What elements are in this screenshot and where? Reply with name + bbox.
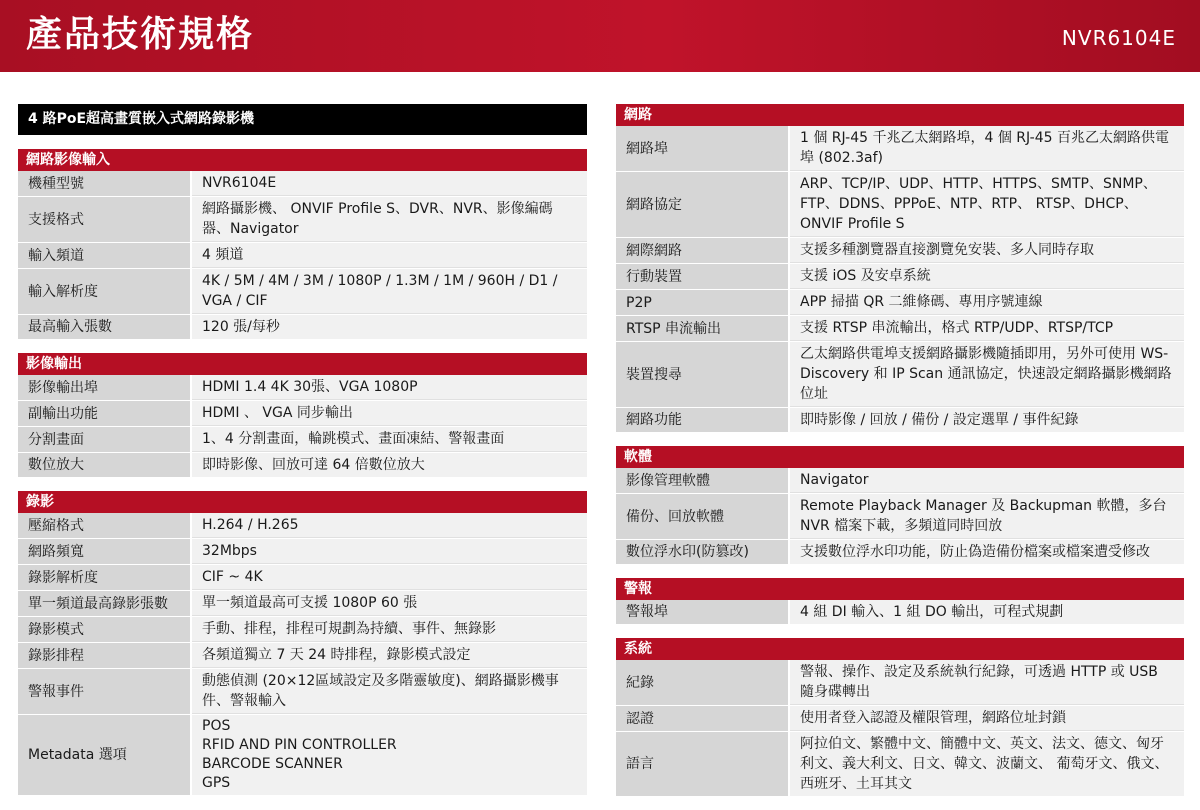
spec-value: 1 個 RJ-45 千兆乙太網路埠，4 個 RJ-45 百兆乙太網路供電埠 (802.3af) <box>790 126 1184 171</box>
spec-value: 即時影像 / 回放 / 備份 / 設定選單 / 事件紀錄 <box>790 408 1184 432</box>
spec-row <box>616 732 1184 797</box>
spec-value: APP 掃描 QR 二維條碼、專用序號連線 <box>790 290 1184 315</box>
spec-row <box>616 408 1184 433</box>
right-spec-sections <box>616 104 1184 797</box>
spec-label: 備份、回放軟體 <box>616 494 790 539</box>
spec-value: H.264 / H.265 <box>192 513 587 538</box>
spec-label: 網路埠 <box>616 126 790 171</box>
spec-row <box>18 513 587 539</box>
spec-label: 裝置搜尋 <box>616 342 790 407</box>
spec-value: 網路攝影機、 ONVIF Profile S、DVR、NVR、影像編碼器、Navigator <box>192 197 587 242</box>
spec-value: 阿拉伯文、繁體中文、簡體中文、英文、法文、德文、匈牙利文、義大利文、日文、韓文、波蘭文、 葡萄牙文、俄文、西班牙、土耳其文 <box>790 732 1184 796</box>
spec-section <box>18 491 587 796</box>
spec-value: Navigator <box>790 468 1184 493</box>
spec-value-line: POS <box>202 718 231 734</box>
spec-value: 使用者登入認證及權限管理，網路位址封鎖 <box>790 706 1184 731</box>
spec-value: Remote Playback Manager 及 Backupman 軟體，多台 NVR 檔案下載，多頻道同時回放 <box>790 494 1184 539</box>
spec-value: 手動、排程，排程可規劃為持續、事件、無錄影 <box>192 617 587 642</box>
spec-value: HDMI 、 VGA 同步輸出 <box>192 401 587 426</box>
spec-label: 分割畫面 <box>18 427 192 452</box>
spec-row <box>18 539 587 565</box>
spec-value: CIF ~ 4K <box>192 565 587 590</box>
section-heading: 網路 <box>616 104 1184 126</box>
left-column <box>18 104 587 809</box>
section-heading: 警報 <box>616 578 1184 600</box>
spec-row <box>18 269 587 315</box>
spec-row <box>18 197 587 243</box>
spec-row <box>616 238 1184 264</box>
spec-value-line: BARCODE SCANNER <box>202 756 343 772</box>
section-heading: 影像輸出 <box>18 353 587 375</box>
spec-value: 120 張/每秒 <box>192 315 587 339</box>
spec-label: 錄影模式 <box>18 617 192 642</box>
spec-label: 數位浮水印(防篡改) <box>616 540 790 564</box>
spec-row <box>616 172 1184 238</box>
spec-label: 輸入解析度 <box>18 269 192 314</box>
spec-label: 影像管理軟體 <box>616 468 790 493</box>
spec-row <box>18 643 587 669</box>
spec-row <box>616 290 1184 316</box>
right-column <box>616 104 1184 810</box>
spec-label: 輸入頻道 <box>18 243 192 268</box>
spec-section <box>18 149 587 340</box>
spec-value: 單一頻道最高可支援 1080P 60 張 <box>192 591 587 616</box>
spec-row <box>616 126 1184 172</box>
spec-label: Metadata 選項 <box>18 715 192 795</box>
spec-row <box>616 494 1184 540</box>
header-banner <box>0 0 1200 72</box>
section-heading: 軟體 <box>616 446 1184 468</box>
spec-label: RTSP 串流輸出 <box>616 316 790 341</box>
spec-row <box>18 315 587 340</box>
spec-value: NVR6104E <box>192 171 587 196</box>
spec-label: 認證 <box>616 706 790 731</box>
section-heading: 網路影像輸入 <box>18 149 587 171</box>
section-heading: 錄影 <box>18 491 587 513</box>
spec-label: 副輸出功能 <box>18 401 192 426</box>
section-heading: 系統 <box>616 638 1184 660</box>
spec-row <box>616 316 1184 342</box>
spec-label: 警報事件 <box>18 669 192 714</box>
spec-label: 網路頻寬 <box>18 539 192 564</box>
spec-label: 語言 <box>616 732 790 796</box>
spec-section <box>616 104 1184 433</box>
spec-value: 32Mbps <box>192 539 587 564</box>
spec-value: 各頻道獨立 7 天 24 時排程，錄影模式設定 <box>192 643 587 668</box>
spec-row <box>18 669 587 715</box>
spec-row <box>18 401 587 427</box>
spec-label: 紀錄 <box>616 660 790 705</box>
spec-row <box>18 591 587 617</box>
spec-row <box>616 264 1184 290</box>
spec-value: 4 頻道 <box>192 243 587 268</box>
spec-value: 1、4 分割畫面，輪跳模式、畫面凍結、警報畫面 <box>192 427 587 452</box>
spec-label: 錄影排程 <box>18 643 192 668</box>
spec-label: 網路功能 <box>616 408 790 432</box>
spec-label: 壓縮格式 <box>18 513 192 538</box>
spec-value: 動態偵測 (20×12區域設定及多階靈敏度)、網路攝影機事件、警報輸入 <box>192 669 587 714</box>
spec-row <box>616 660 1184 706</box>
product-name-bar: 4 路PoE超高畫質嵌入式網路錄影機 <box>18 104 587 135</box>
spec-label: 最高輸入張數 <box>18 315 192 339</box>
spec-label: 單一頻道最高錄影張數 <box>18 591 192 616</box>
spec-label: 錄影解析度 <box>18 565 192 590</box>
spec-value: 4 組 DI 輸入、1 組 DO 輸出，可程式規劃 <box>790 600 1184 624</box>
spec-label: 支援格式 <box>18 197 192 242</box>
spec-value: 乙太網路供電埠支援網路攝影機隨插即用，另外可使用 WS-Discovery 和 IP Scan 通訊協定，快速設定網路攝影機網路位址 <box>790 342 1184 407</box>
spec-section <box>616 638 1184 797</box>
spec-row <box>616 342 1184 408</box>
model-number: NVR6104E <box>1061 26 1176 50</box>
spec-value: 支援多種瀏覽器直接瀏覽免安裝、多人同時存取 <box>790 238 1184 263</box>
spec-value: 4K / 5M / 4M / 3M / 1080P / 1.3M / 1M / 960H / D1 / VGA / CIF <box>192 269 587 314</box>
spec-row <box>18 565 587 591</box>
spec-label: 機種型號 <box>18 171 192 196</box>
spec-value: 即時影像、回放可達 64 倍數位放大 <box>192 453 587 477</box>
spec-section <box>616 578 1184 625</box>
spec-row <box>18 427 587 453</box>
spec-label: 網際網路 <box>616 238 790 263</box>
spec-label: 網路協定 <box>616 172 790 237</box>
spec-value: ARP、TCP/IP、UDP、HTTP、HTTPS、SMTP、SNMP、FTP、DDNS、PPPoE、NTP、RTP、 RTSP、DHCP、ONVIF Profile S <box>790 172 1184 237</box>
page-title: 產品技術規格 <box>26 14 255 55</box>
spec-value <box>192 715 587 795</box>
spec-row <box>18 715 587 796</box>
spec-row <box>616 706 1184 732</box>
spec-value: 警報、操作、設定及系統執行紀錄，可透過 HTTP 或 USB 隨身碟轉出 <box>790 660 1184 705</box>
spec-row <box>18 375 587 401</box>
spec-value: HDMI 1.4 4K 30張、VGA 1080P <box>192 375 587 400</box>
spec-row <box>616 600 1184 625</box>
spec-value: 支援 iOS 及安卓系統 <box>790 264 1184 289</box>
spec-value-line: RFID AND PIN CONTROLLER <box>202 737 397 753</box>
spec-label: P2P <box>616 290 790 315</box>
spec-row <box>18 171 587 197</box>
spec-section <box>616 446 1184 565</box>
left-spec-sections <box>18 149 587 796</box>
spec-row <box>18 617 587 643</box>
spec-value: 支援數位浮水印功能，防止偽造備份檔案或檔案遭受修改 <box>790 540 1184 564</box>
spec-label: 數位放大 <box>18 453 192 477</box>
spec-section <box>18 353 587 478</box>
spec-value: 支援 RTSP 串流輸出，格式 RTP/UDP、RTSP/TCP <box>790 316 1184 341</box>
spec-row <box>18 243 587 269</box>
spec-value-line: GPS <box>202 775 231 791</box>
spec-label: 警報埠 <box>616 600 790 624</box>
spec-label: 行動裝置 <box>616 264 790 289</box>
spec-row <box>616 540 1184 565</box>
spec-row <box>616 468 1184 494</box>
spec-row <box>18 453 587 478</box>
spec-label: 影像輸出埠 <box>18 375 192 400</box>
